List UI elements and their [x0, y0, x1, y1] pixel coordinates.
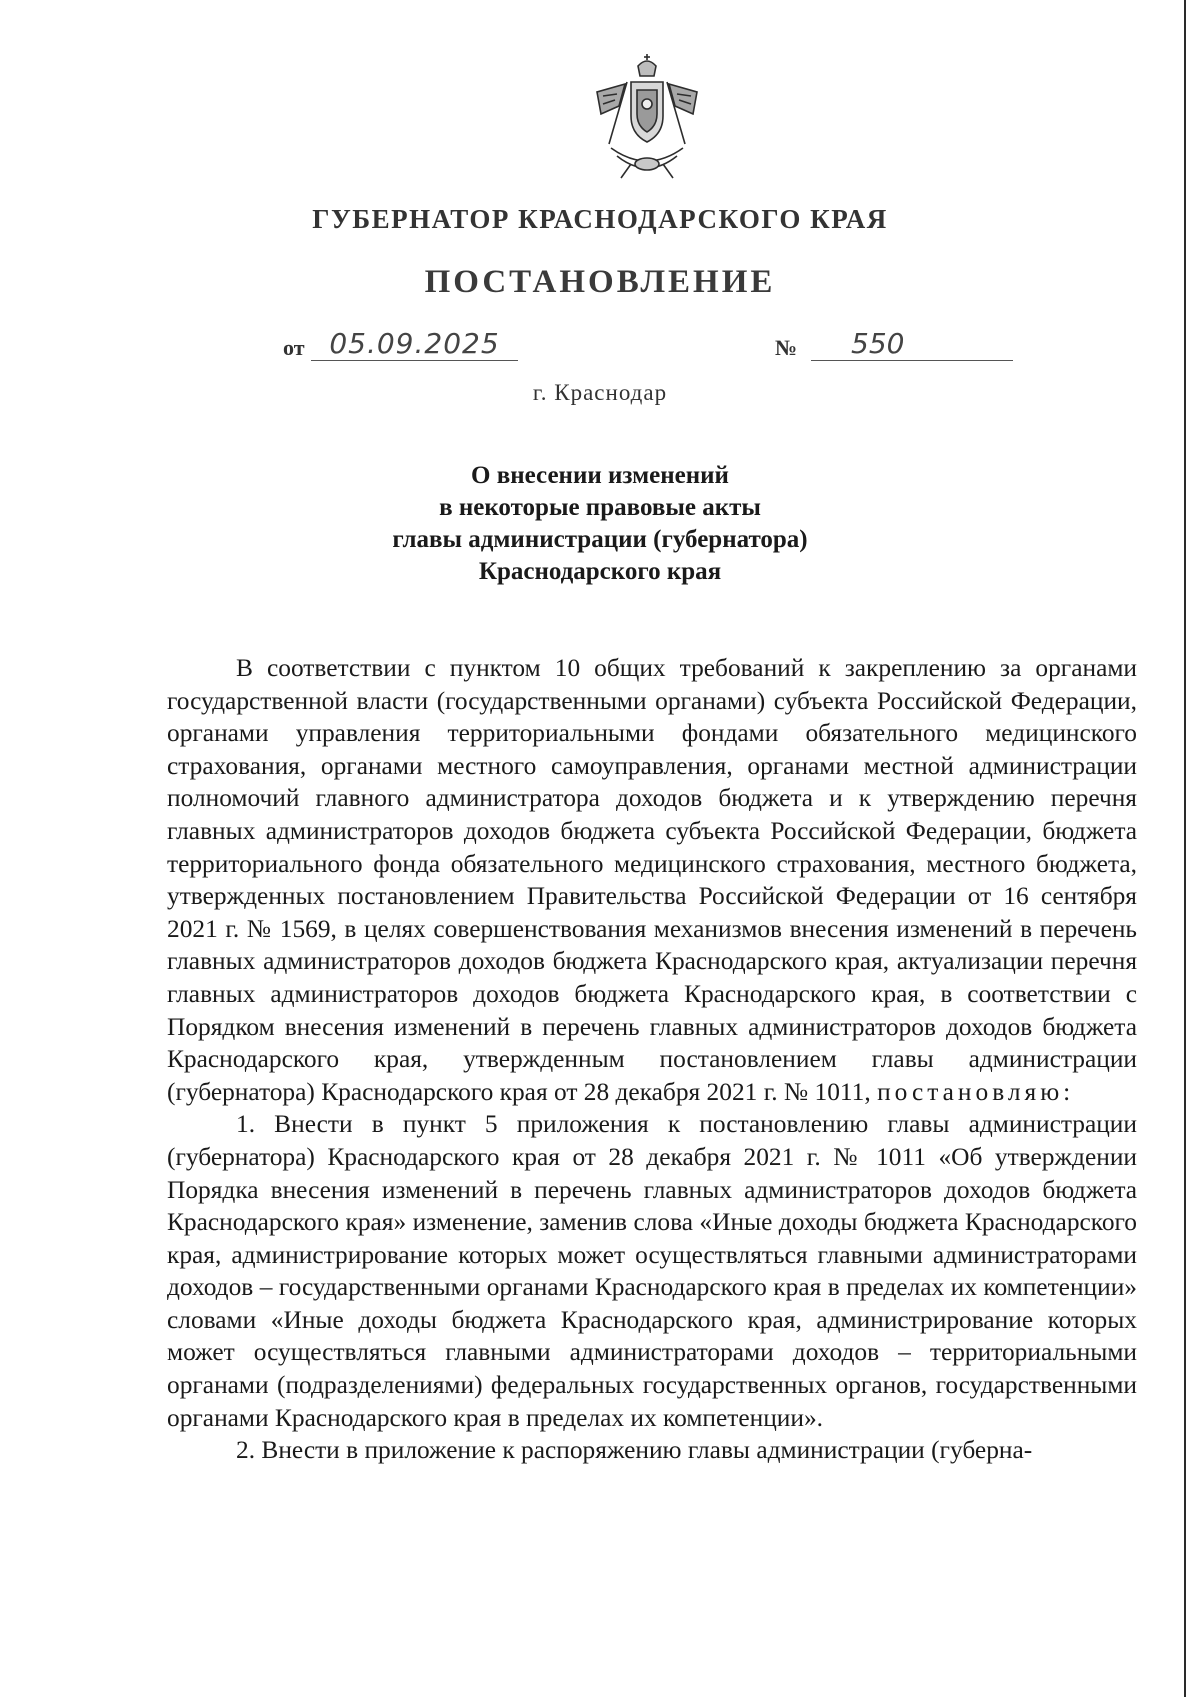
item-2-paragraph: 2. Внести в приложение к распоряжению главы администрации (губерна-	[236, 1436, 1033, 1465]
scan-page-edge	[1184, 0, 1186, 1697]
decree-word: постановляю:	[877, 1077, 1075, 1106]
title-line: Краснодарского края	[478, 558, 722, 585]
document-body	[167, 652, 1137, 1467]
date-prefix: от	[283, 335, 305, 360]
item-1-paragraph: 1. Внести в пункт 5 приложения к постановлению главы администрации (губернатора) Краснодарского края от 28 декабря 2021 г. № 1011 «Об утверждении Порядка внесения изменений в перечень главных администраторов доходов бюджета Краснодарского края» изменение, заменив слова «Иные доходы бюджета Краснодарского края, администрирование которых может осуществляться главными администраторами доходов – государственными органами Краснодарского края в пределах их компетенции» словами «Иные доходы бюджета Краснодарского края, администрирование которых может осуществляться главными администраторами доходов – территориальными органами (подразделениями) федеральных государственных органов, государственными органами Краснодарского края в пределах их компетенции».	[167, 1110, 1137, 1432]
number-prefix: №	[775, 335, 798, 360]
title-line: в некоторые правовые акты	[439, 494, 761, 521]
title-line: главы администрации (губернатора)	[392, 526, 808, 553]
document-date: 05.09.2025	[311, 328, 518, 361]
date-number-line	[283, 328, 1023, 368]
document-number: 550	[811, 328, 1013, 361]
preamble-paragraph	[167, 652, 1137, 1108]
title-line: О внесении изменений	[471, 462, 729, 489]
preamble-text: В соответствии с пунктом 10 общих требований к закреплению за органами государственной власти (государственными органами) субъекта Российской Федерации, органами управления территориальными фондами обязательного медицинского страхования, органами местного самоуправления, органами местной администрации полномочий главного администратора доходов бюджета и к утверждению перечня главных администраторов доходов бюджета субъекта Российской Федерации, бюджета территориального фонда обязательного медицинского страхования, местного бюджета, утвержденных постановлением Правительства Российской Федерации от 16 сентября 2021 г. № 1569, в целях совершенствования механизмов внесения изменений в перечень главных администраторов доходов бюджета Краснодарского края, актуализации перечня главных администраторов доходов бюджета Краснодарского края, в соответствии с Порядком внесения изменений в перечень главных администраторов доходов бюджета Краснодарского края, утвержденным постановлением главы администрации (губернатора) Краснодарского края от 28 декабря 2021 г. № 1011,	[167, 654, 1137, 1106]
issuing-authority: ГУБЕРНАТОР КРАСНОДАРСКОГО КРАЯ	[312, 204, 888, 234]
document-type: ПОСТАНОВЛЕНИЕ	[424, 264, 776, 300]
city-line: г. Краснодар	[532, 380, 668, 405]
document-title	[0, 460, 1200, 588]
coat-of-arms-emblem	[591, 52, 703, 182]
